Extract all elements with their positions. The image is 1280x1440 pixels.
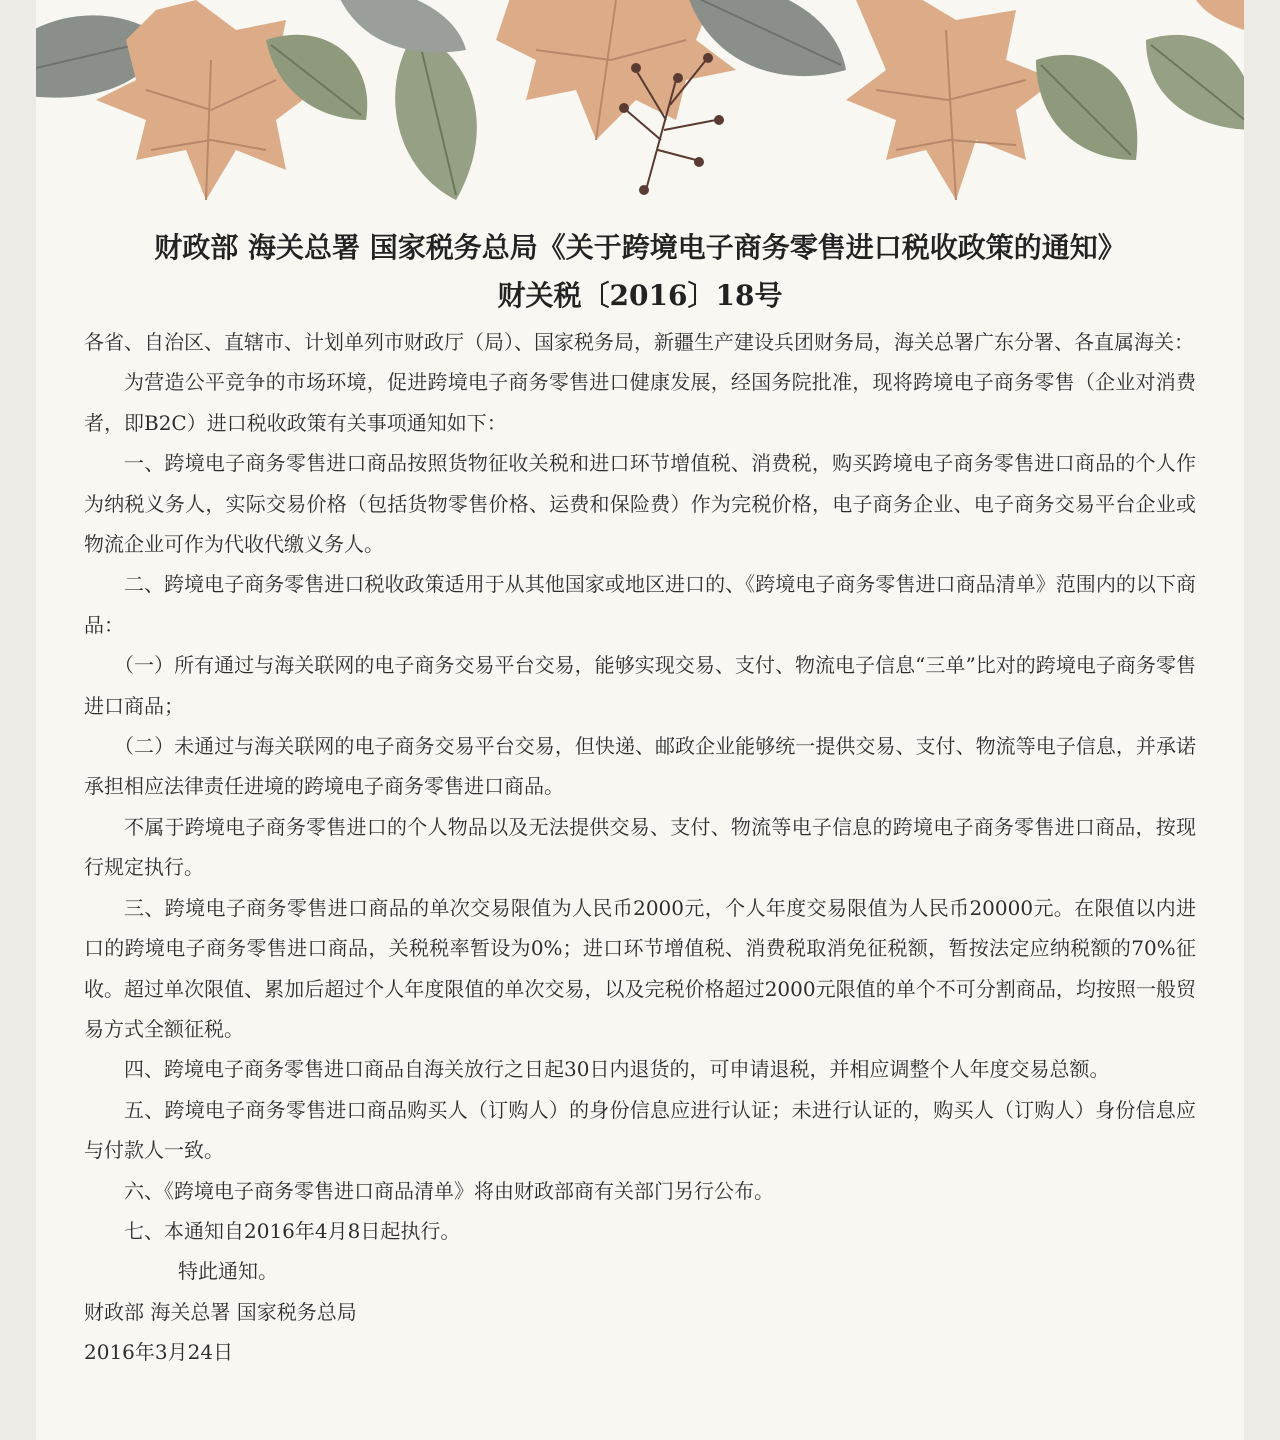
clause-1: 一、跨境电子商务零售进口商品按照货物征收关税和进口环节增值税、消费税，购买跨境电子商务零售进口商品的个人作为纳税义务人，实际交易价格（包括货物零售价格、运费和保险费）作为完税价格，电子商务企业、电子商务交易平台企业或物流企业可作为代收代缴义务人。 [84, 451, 1196, 557]
document-body [84, 322, 1196, 1373]
document-page [36, 0, 1244, 1440]
document-title [36, 224, 1244, 320]
tan-leaf-corner-icon [1186, 0, 1244, 30]
title-line-1: 财政部 海关总署 国家税务总局《关于跨境电子商务零售进口税收政策的通知》 [154, 231, 1126, 264]
grey-leaf-top-icon [336, 0, 466, 53]
clause-7: 七、本通知自2016年4月8日起执行。 [124, 1218, 461, 1243]
clause-2-sub-1: （一）所有通过与海关联网的电子商务交易平台交易，能够实现交易、支付、物流电子信息“三单”比对的跨境电子商务零售进口商品； [84, 653, 1196, 718]
clause-2-sub-2: （二）未通过与海关联网的电子商务交易平台交易，但快递、邮政企业能够统一提供交易、支付、物流等电子信息，并承诺承担相应法律责任进境的跨境电子商务零售进口商品。 [84, 734, 1196, 799]
clause-2-note: 不属于跨境电子商务零售进口的个人物品以及无法提供交易、支付、物流等电子信息的跨境电子商务零售进口商品，按现行规定执行。 [84, 814, 1196, 880]
clause-3: 三、跨境电子商务零售进口商品的单次交易限值为人民币2000元，个人年度交易限值为人民币20000元。在限值以内进口的跨境电子商务零售进口商品，关税税率暂设为0%；进口环节增值税、消费税取消免征税额，暂按法定应纳税额的70%征收。超过单次限值、累加后超过个人年度限值的单次交易，以及完税价格超过2000元限值的单个不可分割商品，均按照一般贸易方式全额征税。 [84, 895, 1196, 1041]
green-leaf-far-right-icon [1146, 35, 1244, 130]
clause-4: 四、跨境电子商务零售进口商品自海关放行之日起30日内退货的，可申请退税，并相应调整个人年度交易总额。 [124, 1057, 1110, 1082]
issue-date: 2016年3月24日 [84, 1340, 234, 1365]
tan-maple-leaf-right-icon [846, 0, 1056, 200]
green-leaf-right-icon [1036, 55, 1137, 160]
closing-line: 特此通知。 [178, 1259, 278, 1284]
salutation: 各省、自治区、直辖市、计划单列市财政厅（局）、国家税务局，新疆生产建设兵团财务局，海关总署广东分署、各直属海关： [84, 330, 1194, 354]
title-line-2-doc-number: 财关税〔2016〕18号 [497, 279, 783, 312]
intro-paragraph: 为营造公平竞争的市场环境，促进跨境电子商务零售进口健康发展，经国务院批准，现将跨境电子商务零售（企业对消费者，即B2C）进口税收政策有关事项通知如下： [84, 370, 1196, 435]
clause-2: 二、跨境电子商务零售进口税收政策适用于从其他国家或地区进口的、《跨境电子商务零售进口商品清单》范围内的以下商品： [84, 572, 1196, 637]
clause-6: 六、《跨境电子商务零售进口商品清单》将由财政部商有关部门另行公布。 [124, 1178, 774, 1203]
clause-5: 五、跨境电子商务零售进口商品购买人（订购人）的身份信息应进行认证；未进行认证的，购买人（订购人）身份信息应与付款人一致。 [84, 1097, 1196, 1163]
signatories: 财政部 海关总署 国家税务总局 [84, 1299, 357, 1324]
autumn-leaves-banner [36, 0, 1244, 220]
green-leaf-center-left-icon [395, 30, 477, 200]
